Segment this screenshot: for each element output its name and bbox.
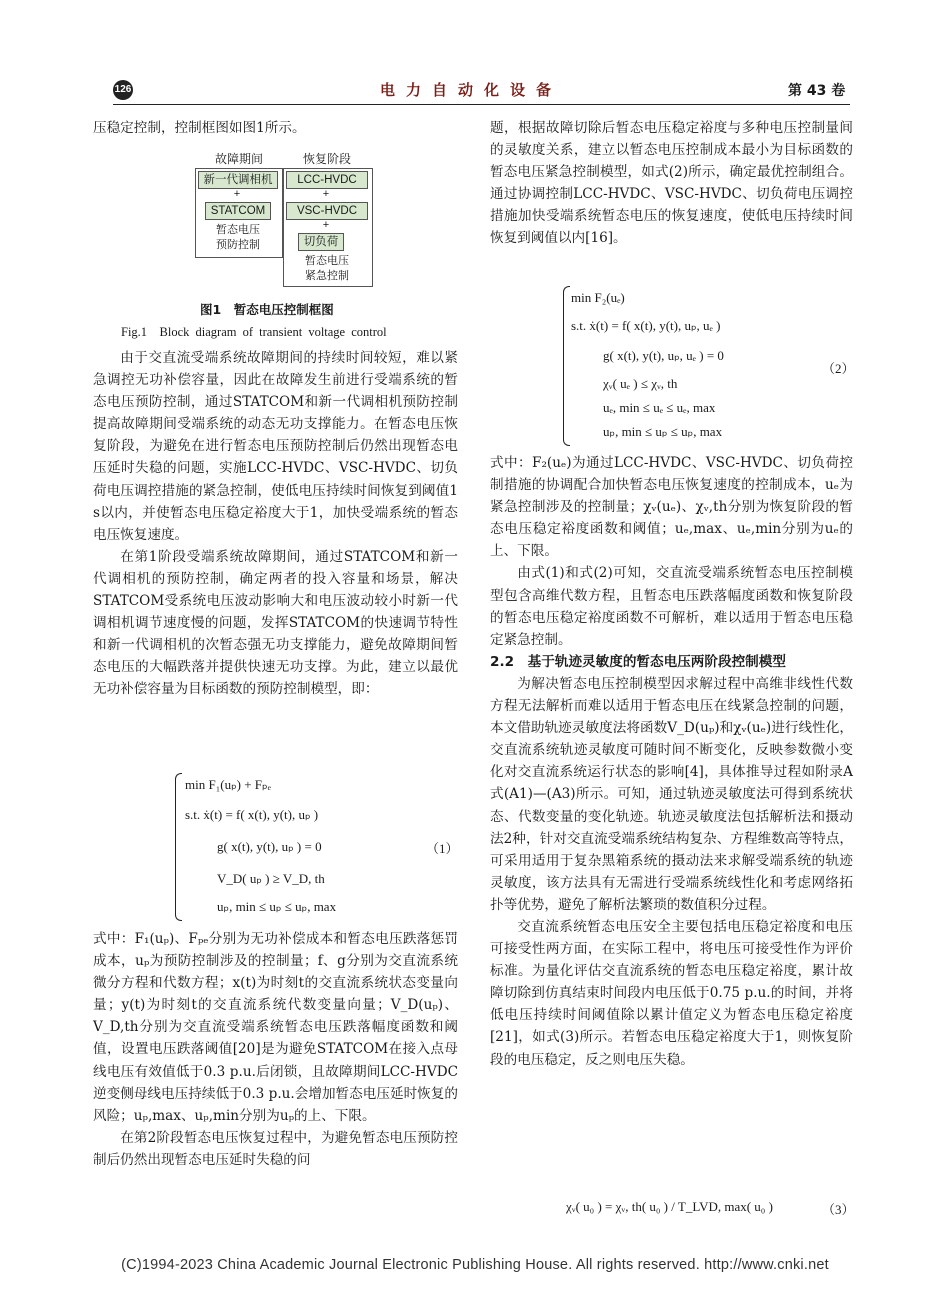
equation-line: g( x(t), y(t), uₚ ) = 0 — [217, 839, 322, 854]
fault-period-label: 故障期间 — [214, 152, 263, 166]
paragraph: 在第2阶段暂态电压恢复过程中，为避免暂态电压预防控制后仍然出现暂态电压延时失稳的问 — [93, 1129, 458, 1168]
prevention-control-label: 暂态电压 预防控制 — [216, 223, 260, 251]
equation-line: s.t. ẋ(t) = f( x(t), y(t), uₚ, uₑ ) — [571, 318, 721, 333]
header-rule — [113, 104, 850, 105]
right-column — [490, 117, 853, 250]
paragraph: 题，根据故障切除后暂态电压稳定裕度与多种电压控制量间的灵敏度关系，建立以暂态电压控制成本最小为目标函数的暂态电压紧急控制模型，如式(2)所示，确定最优控制组合。通过协调控制LCC-HVDC、VSC-HVDC、切负荷电压调控措施加快受端系统暂态电压的恢复速度，使低电压持续时间恢复到阈值以内[16]。 — [490, 120, 853, 247]
paragraph: 由式(1)和式(2)可知，交直流受端系统暂态电压控制模型包含高维代数方程，且暂态电压跌落幅度函数和恢复阶段的暂态电压稳定裕度函数不可解析，难以适用于暂态电压稳定紧急控制。 — [490, 565, 853, 648]
paragraph: 压稳定控制，控制框图如图1所示。 — [93, 120, 306, 136]
volume-label: 第 43 卷 — [788, 83, 846, 99]
equation-line: uₚ, min ≤ uₚ ≤ uₚ, max — [217, 899, 337, 914]
page-number: 126 — [113, 80, 133, 100]
paragraph: 由于交直流受端系统故障期间的持续时间较短，难以紧急调控无功补偿容量，因此在故障发生前进行受端系统的暂态电压预防控制，通过STATCOM和新一代调相机预防控制提高故障期间受端系统的动态无功支撑能力。在暂态电压恢复阶段，为避免在进行暂态电压预防控制后仍然出现暂态电压延时失稳的问题，实施LCC-HVDC、VSC-HVDC、切负荷电压调控措施的紧急控制，使低电压持续时间恢复到阈值1 s以内，并使暂态电压稳定裕度大于1，加快受端系统的暂态电压恢复速度。 — [93, 350, 458, 543]
paragraph: 为解决暂态电压控制模型因求解过程中高维非线性代数方程无法解析而难以适用于暂态电压在线紧急控制的问题，本文借助轨迹灵敏度法将函数V_D(uₚ)和χᵥ(uₑ)进行线性化，交直流系统轨迹灵敏度可随时间不断变化，反映参数微小变化对交直流系统运行状态的影响[4]，具体推导过程如附录A式(A1)—(A3)所示。可知，通过轨迹灵敏度法可得到系统状态、代数变量的变化轨迹。轨迹灵敏度法包括解析法和摄动法2种，针对交直流受端系统结构复杂、方程维数高等特点，可采用适用于复杂黑箱系统的摄动法来求解受端系统的轨迹灵敏度，该方法具有无需进行受端系统线性化和考虑网络拓扑等优势，避免了解析法繁琐的数值积分过程。 — [490, 675, 853, 913]
box-condenser: 新一代调相机 — [198, 171, 278, 189]
figure-1-diagram — [195, 150, 375, 285]
equation-line: g( x(t), y(t), uₚ, uₑ ) = 0 — [603, 348, 724, 363]
equation-3-number: （3） — [822, 1202, 855, 1217]
box-vsc-hvdc: VSC-HVDC — [286, 202, 368, 220]
emergency-control-label: 暂态电压 紧急控制 — [305, 254, 349, 282]
paragraph: 式中：F₂(uₑ)为通过LCC-HVDC、VSC-HVDC、切负荷控制措施的协调配合加快暂态电压恢复速度的控制成本，uₑ为紧急控制涉及的控制量；χᵥ(uₑ)、χᵥ,th分别为恢复阶段的暂态电压稳定裕度函数和阈值；uₑ,max、uₑ,min分别为uₑ的上、下限。 — [490, 455, 853, 560]
equation-line: min F₂(uₑ) — [571, 290, 625, 305]
plus-sign: + — [322, 219, 330, 231]
paragraph: 交直流系统暂态电压安全主要包括电压稳定裕度和电压可接受性两方面，在实际工程中，将电压可接受性作为评价标准。为量化评估交直流系统的暂态电压稳定裕度，累计故障切除到仿真结束时间段内电压低于0.75 p.u.的时间，并将低电压持续时间阈值除以累计值定义为暂态电压稳定裕度[21]，如式(3)所示。若暂态电压稳定裕度大于1，则恢复阶段的电压稳定，反之则电压失稳。 — [490, 918, 853, 1068]
left-column — [93, 117, 458, 139]
box-lcc-hvdc: LCC-HVDC — [286, 171, 368, 189]
box-load-shedding: 切负荷 — [298, 233, 344, 251]
figure-caption-en: Fig.1 Block diagram of transient voltage control — [121, 325, 387, 339]
equation-1-number: （1） — [426, 841, 459, 856]
equation-line: χᵥ( u₀ ) = χᵥ, th( u₀ ) / T_LVD, max( u₀ ) — [566, 1199, 773, 1214]
paragraph: 式中：F₁(uₚ)、Fₚₑ分别为无功补偿成本和暂态电压跌落惩罚成本，uₚ为预防控制涉及的控制量；f、g分别为交直流系统微分方程和代数方程；x(t)为时刻t的交直流系统状态变量向量；y(t)为时刻t的交直流系统代数变量向量；V_D(uₚ)、V_D,th分别为交直流受端系统暂态电压跌落幅度函数和阈值，设置电压跌落阈值[20]是为避免STATCOM在接入点母线电压有效值低于0.3 p.u.后闭锁，且故障期间LCC-HVDC逆变侧母线电压持续低于0.3 p.u.会增加暂态电压延时恢复的风险；uₚ,max、uₚ,min分别为uₚ的上、下限。 — [93, 931, 458, 1124]
equation-1 — [175, 773, 375, 921]
plus-sign: + — [322, 188, 330, 200]
left-column-tail — [93, 928, 458, 1171]
section-heading: 2.2 基于轨迹灵敏度的暂态电压两阶段控制模型 — [490, 653, 786, 670]
recovery-phase-label: 恢复阶段 — [302, 152, 351, 166]
equation-line: uₚ, min ≤ uₚ ≤ uₚ, max — [603, 424, 723, 439]
equation-3 — [566, 1199, 773, 1215]
figure-caption-cn: 图1 暂态电压控制框图 — [200, 302, 334, 317]
equation-line: s.t. ẋ(t) = f( x(t), y(t), uₚ ) — [185, 807, 319, 822]
copyright-footer: (C)1994-2023 China Academic Journal Electronic Publishing House. All rights reserved. http://www.cnki.net — [121, 1257, 829, 1273]
equation-2 — [563, 286, 793, 446]
plus-sign: + — [233, 188, 241, 200]
equation-line: V_D( uₚ ) ≥ V_D, th — [217, 871, 325, 886]
equation-line: min F₁(uₚ) + Fₚₑ — [185, 777, 271, 792]
left-column-body — [93, 347, 458, 701]
right-column-body — [490, 452, 853, 1071]
box-statcom: STATCOM — [205, 202, 271, 220]
equation-line: uₑ, min ≤ uₑ ≤ uₑ, max — [603, 400, 716, 415]
paragraph: 在第1阶段受端系统故障期间，通过STATCOM和新一代调相机的预防控制，确定两者的投入容量和场景，解决STATCOM受系统电压波动影响大和电压波动较小时新一代调相机调节速度慢的问题，发挥STATCOM的快速调节特性和新一代调相机的次暂态强无功支撑能力，避免故障期间暂态电压的大幅跌落并提供快速无功支撑。为此，建立以最优无功补偿容量为目标函数的预防控制模型，即： — [93, 548, 458, 698]
journal-title: 电力自动化设备 — [380, 81, 563, 99]
equation-line: χᵥ( uₑ ) ≤ χᵥ, th — [603, 376, 678, 391]
equation-brace — [175, 773, 182, 921]
equation-2-number: （2） — [822, 361, 855, 376]
equation-brace — [563, 286, 570, 446]
